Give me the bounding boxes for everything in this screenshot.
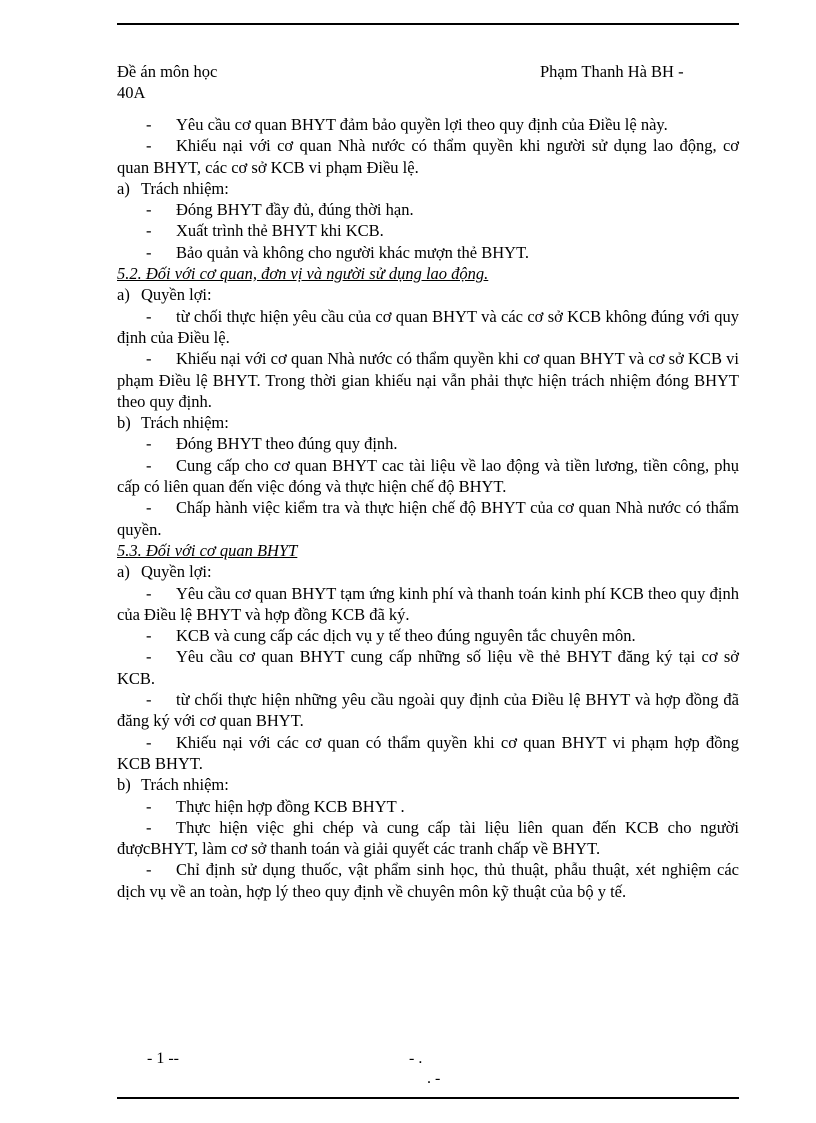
list-marker: a): [117, 178, 130, 198]
bullet-text: Bảo quản và không cho người khác mượn thẻ BHYT.: [176, 242, 530, 262]
bullet-paragraph: [117, 220, 739, 241]
bullet-paragraph: [117, 689, 739, 732]
header-course-title: Đề án môn học: [117, 62, 218, 81]
bullet-dash: -: [146, 221, 152, 241]
bullet-dash: -: [146, 136, 152, 156]
list-marker: a): [117, 562, 130, 582]
bullet-text: từ chối thực hiện yêu cầu của cơ quan BHYT và các cơ sở KCB không đúng với quy định của Điều lệ.: [117, 306, 739, 347]
bullet-dash: -: [146, 860, 152, 880]
list-item-text: Trách nhiệm:: [141, 775, 229, 795]
bullet-text: Cung cấp cho cơ quan BHYT cac tài liệu về lao động và tiền lương, tiền công, phụ cấp có liên quan đến việc đóng và thực hiện chế độ BHYT.: [117, 455, 739, 497]
bullet-dash: -: [146, 796, 152, 816]
bullet-text: KCB và cung cấp các dịch vụ y tế theo đúng nguyên tắc chuyên môn.: [176, 626, 636, 646]
bullet-dash: -: [146, 306, 152, 326]
bullet-paragraph: [117, 433, 739, 454]
bullet-paragraph: [117, 114, 739, 135]
footer-mark-1: - .: [409, 1050, 423, 1067]
bullet-dash: -: [146, 115, 152, 134]
list-marker: b): [117, 775, 131, 795]
bullet-paragraph: [117, 242, 739, 263]
bullet-paragraph: [117, 859, 739, 902]
list-item-heading: [117, 412, 739, 433]
bullet-text: Chỉ định sử dụng thuốc, vật phẩm sinh học, thủ thuật, phẫu thuật, xét nghiệm các dịch vụ về an toàn, hợp lý theo quy định về chuyên môn kỹ thuật của bộ y tế.: [117, 860, 739, 901]
list-item-heading: [117, 284, 739, 305]
bullet-dash: -: [146, 455, 152, 475]
bullet-text: Yêu cầu cơ quan BHYT đảm bảo quyền lợi theo quy định của Điều lệ này.: [176, 115, 668, 134]
bullet-text: Đóng BHYT theo đúng quy định.: [176, 434, 398, 454]
bullet-dash: -: [146, 690, 152, 710]
list-item-heading: [117, 178, 739, 199]
bullet-paragraph: [117, 796, 739, 817]
list-item-text: Quyền lợi:: [141, 285, 212, 305]
header-rule: [117, 23, 739, 25]
bullet-paragraph: [117, 625, 739, 646]
bullet-text: Đóng BHYT đầy đủ, đúng thời hạn.: [176, 200, 414, 220]
list-item-text: Trách nhiệm:: [141, 413, 229, 433]
bullet-text: từ chối thực hiện những yêu cầu ngoài quy định của Điều lệ BHYT và hợp đồng đã đăng ký với cơ quan BHYT.: [117, 690, 739, 731]
header-author: Phạm Thanh Hà BH -: [540, 62, 684, 81]
bullet-paragraph: [117, 455, 739, 498]
bullet-paragraph: [117, 199, 739, 220]
list-item-heading: [117, 561, 739, 582]
list-item-text: Quyền lợi:: [141, 562, 212, 582]
bullet-dash: -: [146, 817, 152, 837]
footer-mark-2: . -: [427, 1070, 441, 1087]
bullet-dash: -: [146, 583, 152, 603]
bullet-dash: -: [146, 349, 152, 369]
list-item-text: Trách nhiệm:: [141, 178, 229, 198]
section-heading: 5.2. Đối với cơ quan, đơn vị và người sử dụng lao động.: [117, 264, 489, 284]
bullet-text: Khiếu nại với cơ quan Nhà nước có thẩm quyền khi cơ quan BHYT và cơ sở KCB vi phạm Điều lệ BHYT. Trong thời gian khiếu nại vẫn phải thực hiện trách nhiệm đóng BHYT theo quy định.: [117, 349, 739, 411]
document-body: [117, 114, 739, 902]
bullet-text: Khiếu nại với cơ quan Nhà nước có thẩm quyền khi người sử dụng lao động, cơ quan BHYT, các cơ sở KCB vi phạm Điều lệ.: [117, 136, 739, 177]
footer-page-number: - 1 --: [147, 1050, 179, 1067]
bullet-text: Chấp hành việc kiểm tra và thực hiện chế độ BHYT của cơ quan Nhà nước có thẩm quyền.: [117, 498, 739, 539]
bullet-paragraph: [117, 732, 739, 775]
bullet-dash: -: [146, 434, 152, 454]
bullet-paragraph: [117, 646, 739, 689]
bullet-text: Khiếu nại với các cơ quan có thẩm quyền khi cơ quan BHYT vi phạm hợp đồng KCB BHYT.: [117, 732, 739, 773]
bullet-paragraph: [117, 497, 739, 540]
bullet-paragraph: [117, 817, 739, 860]
section-heading: 5.3. Đối với cơ quan BHYT: [117, 540, 298, 560]
bullet-dash: -: [146, 200, 152, 220]
bullet-text: Yêu cầu cơ quan BHYT tạm ứng kinh phí và thanh toán kinh phí KCB theo quy định của Điều lệ BHYT và hợp đồng KCB đã ký.: [117, 583, 739, 624]
bullet-text: Yêu cầu cơ quan BHYT cung cấp những số liệu về thẻ BHYT đăng ký tại cơ sở KCB.: [117, 647, 739, 688]
header-class-code: 40A: [117, 83, 146, 102]
bullet-dash: -: [146, 732, 152, 752]
bullet-dash: -: [146, 242, 152, 262]
bullet-text: Xuất trình thẻ BHYT khi KCB.: [176, 221, 384, 241]
bullet-paragraph: [117, 306, 739, 349]
footer-rule: [117, 1097, 739, 1099]
bullet-paragraph: [117, 135, 739, 178]
bullet-dash: -: [146, 626, 152, 646]
bullet-text: Thực hiện việc ghi chép và cung cấp tài liệu liên quan đến KCB cho người đượcBHYT, làm cơ sở thanh toán và giải quyết các tranh chấp về BHYT.: [117, 817, 739, 859]
bullet-text: Thực hiện hợp đồng KCB BHYT .: [176, 796, 405, 816]
bullet-dash: -: [146, 647, 152, 667]
list-item-heading: [117, 774, 739, 795]
bullet-dash: -: [146, 498, 152, 518]
bullet-paragraph: [117, 348, 739, 412]
bullet-paragraph: [117, 583, 739, 626]
list-marker: a): [117, 285, 130, 305]
list-marker: b): [117, 413, 131, 433]
